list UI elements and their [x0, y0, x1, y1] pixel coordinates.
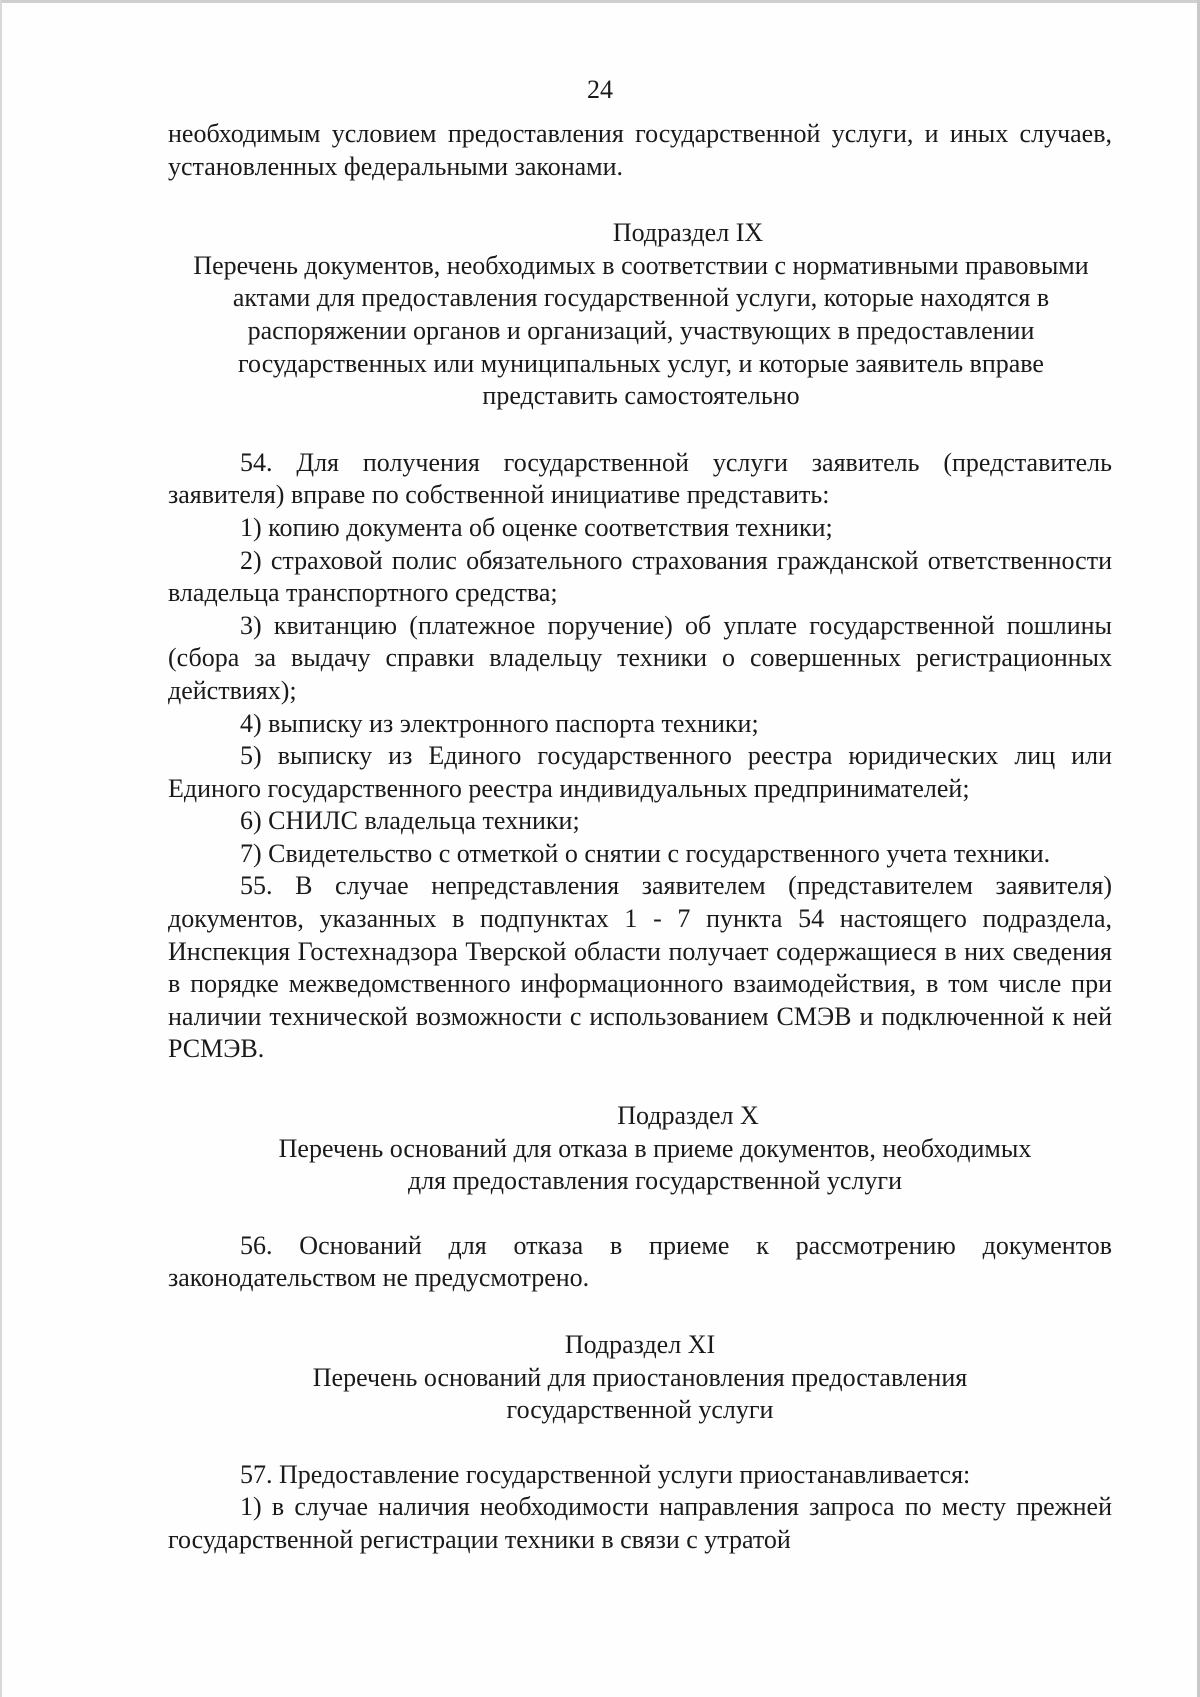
list-item-54-1: 1) копию документа об оценке соответствия техники; [240, 512, 833, 542]
list-item-54-6: 6) СНИЛС владельца техники; [240, 806, 580, 836]
section-xi [168, 1329, 1112, 1557]
list-item-54-5: 5) выписку из Единого государственного реестра юридических лиц или Единого государственного реестра индивидуальных предпринимателей; [168, 741, 1112, 803]
list-item-57-1: 1) в случае наличия необходимости направления запроса по месту прежней государственной регистрации техники в связи с утратой [168, 1492, 1112, 1554]
section-xi-label: Подраздел XI [564, 1330, 716, 1359]
section-x [168, 1100, 1112, 1295]
page-number: 24 [587, 75, 613, 104]
section-ix [168, 217, 1112, 1066]
section-x-label: Подраздел X [617, 1101, 759, 1131]
section-ix-title: Перечень документов, необходимых в соответствии с нормативными правовыми актами для предоставления государственной услуги, которые находятся в распоряжении органов и организаций, участвующих в предоставлении государственных или муниципальных услуг, и которые заявитель вправе представить самостоятельно [193, 250, 1089, 411]
list-item-54-7: 7) Свидетельство с отметкой о снятии с государственного учета техники. [240, 838, 1051, 868]
paragraph-55: 55. В случае непредставления заявителем (представителем заявителя) документов, указанных в подпунктах 1 - 7 пункта 54 настоящего подраздела, Инспекция Гостехнадзора Тверской области получает содержащиеся в них сведения в порядке межведомственного информационного взаимодействия, в том числе при наличии технической возможности с использованием СМЭВ и подключенной к ней РСМЭВ. [168, 871, 1112, 1064]
section-ix-label: Подраздел IX [612, 218, 764, 248]
paragraph-54: 54. Для получения государственной услуги заявитель (представитель заявителя) вправе по собственной инициативе представить: [168, 447, 1112, 510]
document-body [168, 118, 1112, 1557]
paragraph-56: 56. Оснований для отказа в приеме к рассмотрению документов законодательством не предусмотрено. [168, 1230, 1112, 1293]
scan-edge-top [0, 0, 1200, 3]
section-xi-title: Перечень оснований для приостановления предоставления государственной услуги [312, 1362, 968, 1425]
scan-edge-left [0, 0, 2, 1697]
intro-paragraph: необходимым условием предоставления государственной услуги, и иных случаев, установленных федеральными законами. [168, 119, 1112, 181]
list-item-54-4: 4) выписку из электронного паспорта техники; [240, 708, 759, 738]
list-item-54-3: 3) квитанцию (платежное поручение) об уплате государственной пошлины (сбора за выдачу справки владельцу техники о совершенных регистрационных действиях); [168, 610, 1112, 705]
paragraph-57: 57. Предоставление государственной услуги приостанавливается: [240, 1459, 971, 1489]
list-item-54-2: 2) страховой полис обязательного страхования гражданской ответственности владельца транспортного средства; [168, 545, 1112, 608]
section-x-title: Перечень оснований для отказа в приеме документов, необходимых для предоставления государственной услуги [278, 1133, 1032, 1196]
